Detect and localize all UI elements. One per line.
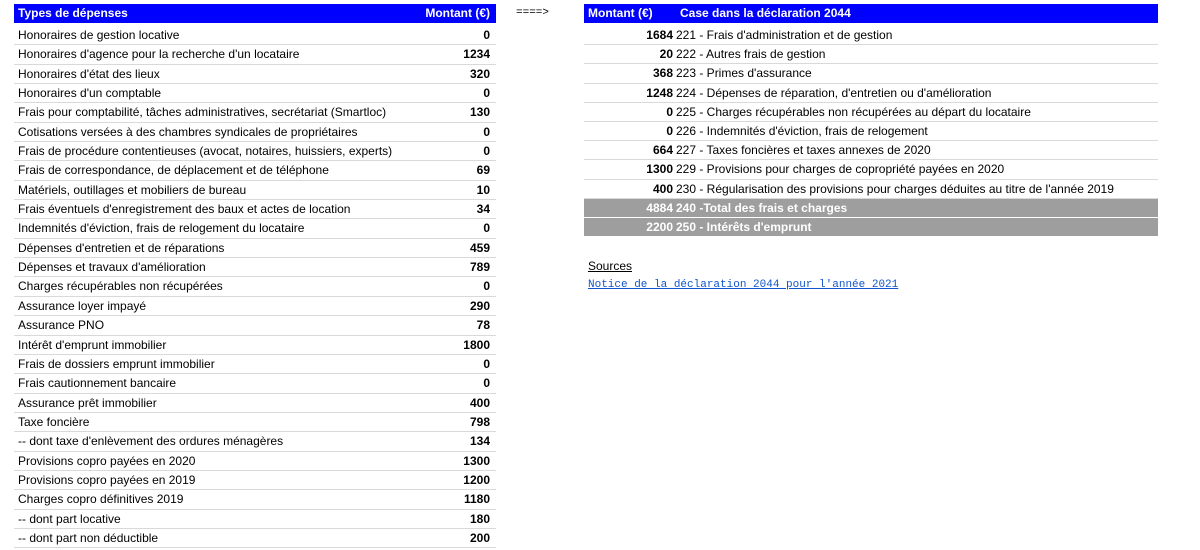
expense-label: Indemnités d'éviction, frais de relogement du locataire: [18, 221, 305, 236]
expense-label: Provisions copro payées en 2019: [18, 472, 196, 487]
declaration-box-label: 223 - Primes d'assurance: [676, 66, 812, 81]
table-row[interactable]: [584, 141, 1158, 160]
table-row[interactable]: [14, 471, 496, 490]
expense-label: Dépenses et travaux d'amélioration: [18, 260, 206, 275]
expense-amount: 1234: [463, 47, 490, 62]
header-amount: Montant (€): [425, 6, 490, 20]
table-row[interactable]: [14, 394, 496, 413]
expense-label: Dépenses d'entretien et de réparations: [18, 240, 225, 255]
expense-label: Honoraires d'état des lieux: [18, 66, 160, 81]
expense-amount: 0: [483, 144, 490, 159]
declaration-box-label: 240 -Total des frais et charges: [676, 200, 848, 215]
table-row[interactable]: [14, 297, 496, 316]
table-row[interactable]: [14, 161, 496, 180]
expense-amount: 10: [476, 182, 490, 197]
declaration-amount: 400: [652, 181, 673, 196]
declaration-amount: 4884: [646, 200, 673, 215]
table-row[interactable]: [14, 142, 496, 161]
expense-label: Matériels, outillages et mobiliers de bureau: [18, 182, 247, 197]
expense-label: -- dont taxe d'enlèvement des ordures ménagères: [18, 434, 284, 449]
expense-amount: 1180: [463, 492, 490, 507]
table-row[interactable]: [14, 277, 496, 296]
declaration-amount: 0: [666, 104, 673, 119]
expense-amount: 34: [476, 202, 490, 217]
expense-label: -- dont part non déductible: [18, 530, 159, 545]
expense-label: Honoraires d'un comptable: [18, 86, 162, 101]
table-row[interactable]: [584, 103, 1158, 122]
arrow-separator: ====>: [516, 7, 550, 19]
expense-amount: 200: [469, 530, 490, 545]
table-row[interactable]: [14, 529, 496, 548]
expense-amount: 459: [469, 240, 490, 255]
table-row[interactable]: [14, 432, 496, 451]
declaration-box-label: 226 - Indemnités d'éviction, frais de relogement: [676, 123, 928, 138]
expense-label: Cotisations versées à des chambres syndicales de propriétaires: [18, 124, 358, 139]
declaration-amount: 664: [652, 143, 673, 158]
declaration-amount: 1248: [646, 85, 673, 100]
expense-amount: 180: [469, 511, 490, 526]
header-expense-type: Types de dépenses: [18, 6, 128, 20]
expense-label: Assurance loyer impayé: [18, 298, 147, 313]
table-row[interactable]: [14, 316, 496, 335]
expense-amount: 0: [483, 356, 490, 371]
expense-label: Frais de procédure contentieuses (avocat, notaires, huissiers, experts): [18, 144, 393, 159]
expense-amount: 1300: [463, 453, 490, 468]
declaration-table-header: [584, 4, 1158, 23]
table-row[interactable]: [14, 258, 496, 277]
table-row[interactable]: [14, 26, 496, 45]
declaration-amount: 1300: [646, 162, 673, 177]
table-row[interactable]: [14, 490, 496, 509]
declaration-amount: 2200: [646, 219, 673, 234]
declaration-amount: 368: [652, 66, 673, 81]
expense-label: Assurance PNO: [18, 318, 105, 333]
expense-amount: 789: [469, 260, 490, 275]
total-row[interactable]: [584, 199, 1158, 218]
table-row[interactable]: [14, 219, 496, 238]
expense-label: Frais de dossiers emprunt immobilier: [18, 356, 215, 371]
expense-label: Provisions copro payées en 2020: [18, 453, 196, 468]
table-row[interactable]: [14, 200, 496, 219]
header-amount: Montant (€): [588, 6, 653, 20]
expense-amount: 290: [469, 298, 490, 313]
expense-label: Intérêt d'emprunt immobilier: [18, 337, 167, 352]
table-row[interactable]: [584, 84, 1158, 103]
expense-amount: 78: [476, 318, 490, 333]
sources-title: Sources: [588, 259, 633, 273]
table-row[interactable]: [14, 510, 496, 529]
declaration-box-label: 222 - Autres frais de gestion: [676, 47, 826, 62]
table-row[interactable]: [584, 45, 1158, 64]
expense-amount: 0: [483, 221, 490, 236]
declaration-box-label: 229 - Provisions pour charges de copropriété payées en 2020: [676, 162, 1005, 177]
expense-amount: 0: [483, 124, 490, 139]
table-row[interactable]: [14, 452, 496, 471]
expense-label: Frais de correspondance, de déplacement et de téléphone: [18, 163, 329, 178]
table-row[interactable]: [584, 180, 1158, 199]
table-row[interactable]: [14, 336, 496, 355]
expense-label: Frais pour comptabilité, tâches administratives, secrétariat (Smartloc): [18, 105, 387, 120]
table-row[interactable]: [14, 413, 496, 432]
expense-amount: 400: [469, 395, 490, 410]
expense-amount: 798: [469, 414, 490, 429]
table-row[interactable]: [584, 64, 1158, 83]
expense-label: -- dont part locative: [18, 511, 121, 526]
table-row[interactable]: [584, 122, 1158, 141]
table-row[interactable]: [14, 181, 496, 200]
header-declaration-box: Case dans la déclaration 2044: [680, 6, 851, 20]
table-row[interactable]: [14, 84, 496, 103]
expense-amount: 130: [469, 105, 490, 120]
declaration-amount: 20: [659, 47, 673, 62]
expense-amount: 134: [469, 434, 490, 449]
expense-amount: 0: [483, 376, 490, 391]
table-row[interactable]: [14, 355, 496, 374]
expense-label: Frais éventuels d'enregistrement des baux et actes de location: [18, 202, 351, 217]
expense-amount: 0: [483, 86, 490, 101]
declaration-box-label: 225 - Charges récupérables non récupérées au départ du locataire: [676, 104, 1031, 119]
table-row[interactable]: [14, 374, 496, 393]
expense-label: Honoraires d'agence pour la recherche d'un locataire: [18, 47, 300, 62]
expenses-table: [14, 26, 496, 548]
total-row[interactable]: [584, 218, 1158, 237]
table-row[interactable]: [14, 65, 496, 84]
expense-label: Assurance prêt immobilier: [18, 395, 157, 410]
table-row[interactable]: [14, 123, 496, 142]
expense-label: Frais cautionnement bancaire: [18, 376, 177, 391]
declaration-box-label: 230 - Régularisation des provisions pour charges déduites au titre de l'année 2019: [676, 181, 1114, 196]
declaration-box-label: 250 - Intérêts d'emprunt: [676, 219, 812, 234]
expense-amount: 0: [483, 28, 490, 42]
expense-label: Honoraires de gestion locative: [18, 28, 180, 42]
expense-amount: 1800: [463, 337, 490, 352]
declaration-amount: 1684: [646, 28, 673, 42]
table-row[interactable]: [584, 26, 1158, 45]
expense-label: Charges copro définitives 2019: [18, 492, 184, 507]
declaration-table: [584, 26, 1158, 237]
expense-amount: 1200: [463, 472, 490, 487]
sources-link[interactable]: Notice de la déclaration 2044 pour l'année 2021: [588, 279, 899, 291]
expense-label: Charges récupérables non récupérées: [18, 279, 223, 294]
declaration-box-label: 227 - Taxes foncières et taxes annexes de 2020: [676, 143, 931, 158]
declaration-amount: 0: [666, 123, 673, 138]
declaration-box-label: 224 - Dépenses de réparation, d'entretien ou d'amélioration: [676, 85, 992, 100]
expense-amount: 69: [476, 163, 490, 178]
declaration-box-label: 221 - Frais d'administration et de gestion: [676, 28, 893, 42]
table-row[interactable]: [14, 45, 496, 64]
expenses-table-header: [14, 4, 496, 23]
expense-amount: 320: [469, 66, 490, 81]
expense-amount: 0: [483, 279, 490, 294]
expense-label: Taxe foncière: [18, 414, 90, 429]
table-row[interactable]: [584, 160, 1158, 179]
table-row[interactable]: [14, 239, 496, 258]
table-row[interactable]: [14, 103, 496, 122]
